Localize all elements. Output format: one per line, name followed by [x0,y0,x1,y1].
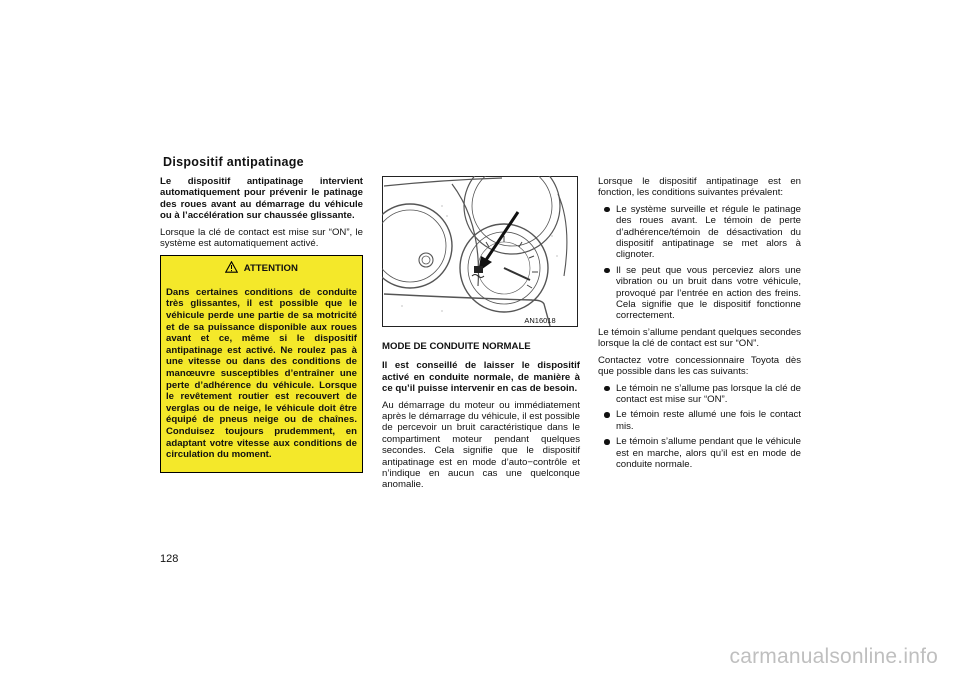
bullet-icon [604,207,610,213]
instrument-cluster-drawing [382,176,578,327]
dealer-cases-list [598,383,801,471]
conditions-intro: Lorsque le dispositif antipatinage est en fonction, les conditions suivantes prévalent: [598,176,801,199]
list-item: Le témoin ne s’allume pas lorsque la clé de contact est mise sur “ON”. [598,383,801,406]
list-item: Il se peut que vous perceviez alors une vibration ou un bruit dans votre véhicule, provoqué par l’entrée en action des freins. Cela signifie que le dispositif fonctionne correctement. [598,265,801,322]
bullet-icon [604,412,610,418]
contact-dealer-paragraph: Contactez votre concessionnaire Toyota dès que possible dans les cas suivants: [598,354,801,378]
section-heading: MODE DE CONDUITE NORMALE [382,341,531,352]
column-left [160,176,363,473]
attention-text: Dans certaines conditions de conduite très glissantes, il est possible que le véhicule perde une partie de sa motricité et de sa puissance disponible aux roues avant et ce, même si le dispositif antipatinage est activé. Ne roulez pas à une vitesse ou dans des conditions de manœuvre susceptibles d’entraîner une perte d’adhérence du véhicule. Lorsque le revêtement routier est recouvert de verglas ou de neige, le véhicule doit être équipé de pneus neige ou de chaînes. Conduisez toujours prudemment, en adaptant votre vitesse aux conditions de circulation du moment. [166,286,357,461]
intro-paragraph: Lorsque la clé de contact est mise sur “ON”, le système est automatiquement activé. [160,226,363,250]
list-item: Le système surveille et régule le patinage des roues avant. Le témoin de perte d’adhérence/témoin de désactivation du dispositif antipatinage se met alors à clignoter. [598,204,801,261]
warning-triangle-icon [225,261,238,273]
attention-title: ATTENTION [243,263,298,275]
column-middle [382,337,580,496]
bullet-icon [604,439,610,445]
list-item: Le témoin s’allume pendant que le véhicule est en marche, alors qu’il est en mode de conduite normale. [598,436,801,470]
figure-code: AN16018 [524,316,556,325]
column-right [598,176,801,475]
indicator-paragraph: Le témoin s’allume pendant quelques secondes lorsque la clé de contact est sur “ON”. [598,326,801,350]
intro-bold-paragraph: Le dispositif antipatinage intervient automatiquement pour prévenir le patinage des roues avant au démarrage du véhicule ou à l’accélération sur chaussée glissante. [160,176,363,222]
attention-box [160,255,363,472]
conditions-list [598,204,801,322]
watermark: carmanualsonline.info [729,645,938,668]
recommendation-paragraph: Il est conseillé de laisser le dispositif activé en conduite normale, de manière à ce qu’il puisse intervenir en cas de besoin. [382,360,580,395]
attention-header [166,261,357,274]
bullet-icon [604,268,610,274]
list-item: Le témoin reste allumé une fois le contact mis. [598,409,801,432]
dashboard-illustration [382,176,578,327]
self-check-paragraph: Au démarrage du moteur ou immédiatement après le démarrage du véhicule, il est possible de percevoir un bruit caractéristique dans le compartiment moteur pendant quelques secondes. Cela signifie que le dispositif antipatinage est en mode d’auto−contrôle et n’indique en aucun cas une quelconque anomalie. [382,399,580,491]
page-title: Dispositif antipatinage [163,155,304,169]
page-number: 128 [160,553,179,565]
bullet-icon [604,386,610,392]
